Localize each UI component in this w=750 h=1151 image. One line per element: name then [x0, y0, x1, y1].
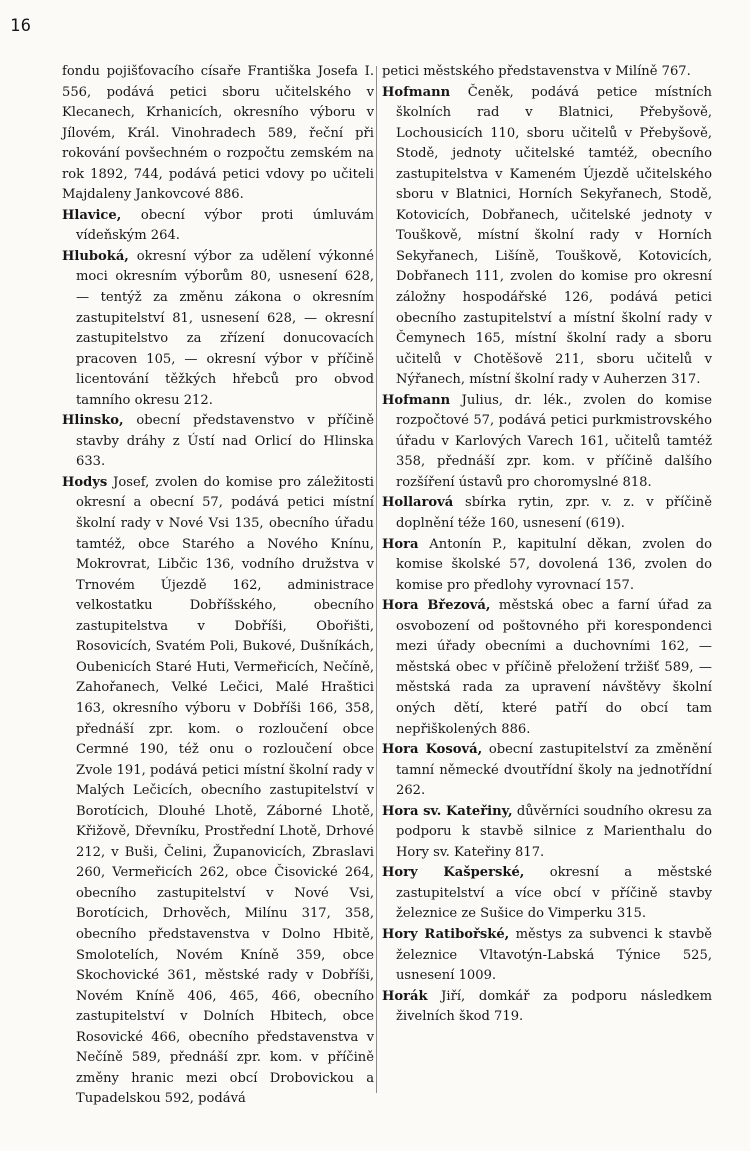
- entry-heading: Hofmann: [382, 84, 451, 100]
- entry-heading: Hofmann: [382, 392, 451, 408]
- entry-text: obecní výbor proti úmluvám vídeňským 264.: [76, 207, 374, 244]
- entry-text: Julius, dr. lék., zvolen do komise rozpočtové 57, podává petici purkmistrovského úřadu v Karlových Varech 161, učitelů tamtéž 358, přednáší zpr. kom. v příčině dalšího rozšíření ústavů pro choromyslné 818.: [396, 392, 712, 490]
- page-number: 16: [10, 16, 32, 36]
- entry-heading: Hora Kosová,: [382, 742, 483, 758]
- index-entry: [382, 391, 712, 494]
- entry-text: městys za subvenci k stavbě železnice Vltavotýn-Labská Týnice 525, usnesení 1009.: [396, 926, 712, 984]
- entry-heading: Hlinsko,: [62, 413, 124, 429]
- index-entry: [382, 802, 712, 864]
- entry-heading: Hora sv. Kateřiny,: [382, 803, 513, 819]
- entry-heading: Hluboká,: [62, 248, 129, 264]
- entry-heading: Hory Ratibořské,: [382, 926, 510, 942]
- entry-text: obecní zastupitelství za změnění tamní německé dvoutřídní školy na jednotřídní 262.: [396, 742, 712, 799]
- index-entry: [382, 535, 712, 597]
- right-column: [382, 62, 712, 1028]
- entry-heading: Hory Kašperské,: [382, 865, 525, 881]
- index-entry: [382, 62, 712, 83]
- index-entry: [382, 863, 712, 925]
- index-entry: [62, 473, 374, 1110]
- column-divider: [376, 66, 377, 1093]
- entry-text: fondu pojišťovacího císaře Františka Josefa I. 556, podává petici sboru učitelského v Klecanech, Krhanicích, okresního výboru v Jílovém, Král. Vinohradech 589, řeční při rokování povšechném o rozpočtu zemském na rok 1892, 744, podává petici vdovy po učiteli Majdaleny Jankovcové 886.: [62, 64, 374, 203]
- entry-text: okresní a městské zastupitelství a více obcí v příčině stavby železnice ze Sušice do Vimperku 315.: [396, 865, 712, 922]
- index-entry: [62, 206, 374, 247]
- index-entry: [62, 247, 374, 411]
- entry-heading: Hlavice,: [62, 207, 122, 223]
- index-entry: [382, 596, 712, 740]
- entry-text: sbírka rytin, zpr. v. z. v příčině doplnění téže 160, usnesení (619).: [396, 495, 712, 532]
- entry-text: petici městského představenstva v Milíně 767.: [382, 64, 691, 79]
- entry-text: důvěrníci soudního okresu za podporu k stavbě silnice z Marienthalu do Hory sv. Kateřiny 817.: [396, 803, 713, 860]
- entry-text: Antonín P., kapitulní děkan, zvolen do komise školské 57, dovolená 136, zvolen do komise pro předlohy vyrovnací 157.: [396, 536, 712, 593]
- index-entry: [62, 411, 374, 473]
- entry-text: Josef, zvolen do komise pro záležitosti okresní a obecní 57, podává petici místní školní rady v Nové Vsi 135, obecního úřadu tamtéž, obce Starého a Nového Knínu, Mokrovrat, Libčic 136, vodního družstva v Trnovém Újezdě 162, administrace velkostatku Dobříšského, obecního zastupitelstva v Dobříši, Obořišti, Rosovicích, Svatém Poli, Bukové, Dušníkách, Oubenicích Staré Huti, Vermeřicích, Nečíně, Zahořanech, Velké Lečici, Malé Hraštici 163, okresního výboru v Dobříši 166, 358, přednáší zpr. kom. o rozloučení obce Cermné 190, též onu o rozloučení obce Zvole 191, podává petici místní školní rady v Malých Lečicích, obecního zastupitelství v Borotícich, Dlouhé Lhotě, Záborné Lhotě, Křižově, Dřevníku, Prostřední Lhotě, Drhové 212, v Buši, Čelini, Županovicích, Zbraslavi 260, Vermeřicích 262, obce Čisovické 264, obecního zastupitelství v Nové Vsi, Borotícich, Drhověch, Milínu 317, 358, obecního představenstva v Dolno Hbitě, Smolotelích, Novém Kníně 359, obce Skochovické 361, městské rady v Dobříši, Novém Kníně 406, 465, 466, obecního zastupitelství v Dolních Hbitech, obce Rosovické 466, obecního představenstva v Nečíně 589, přednáší zpr. kom. v příčině změny hranic mezi obcí Drobovickou a Tupadelskou 592, podává: [76, 474, 374, 1107]
- entry-text: Čeněk, podává petice místních školních rad v Blatnici, Přebyšově, Lochousicích 110, sboru učitelů v Přebyšově, Stodě, jednoty učitelské tamtéž, obecního zastupitelstva v Kameném Újezdě učitelského sboru v Blatnici, Horních Sekyřanech, Stodě, Kotovicích, Dobřanech, učitelské jednoty v Touškově, místní školní rady v Horních Sekyřanech, Lišíně, Touškově, Kotovicích, Dobřanech 111, zvolen do komise pro okresní záložny hospodářské 126, podává petici obecního zastupitelství a místní školní rady v Čemynech 165, místní školní rady a sboru učitelů v Chotěšově 211, sboru učitelů v Nýřanech, místní školní rady v Auherzen 317.: [396, 84, 712, 388]
- entry-heading: Hodys: [62, 474, 108, 490]
- left-column: [62, 62, 374, 1110]
- index-entry: [382, 925, 712, 987]
- entry-text: městská obec a farní úřad za osvobození od poštovného při korespondenci mezi úřady obecními a duchovními 162, — městská obec v příčině přeložení tržišť 589, — městská rada za upravení návštěvy školní oných dětí, které patří do obcí tam nepřiškolených 886.: [396, 598, 712, 737]
- entry-text: Jiří, domkář za podporu následkem živelních škod 719.: [396, 988, 712, 1025]
- entry-heading: Hollarová: [382, 495, 454, 511]
- entry-heading: Hora: [382, 536, 419, 552]
- index-entry: [382, 83, 712, 391]
- index-entry: [382, 987, 712, 1028]
- entry-heading: Horák: [382, 988, 428, 1004]
- entry-heading: Hora Březová,: [382, 598, 491, 614]
- index-entry: [382, 493, 712, 534]
- index-entry: [382, 740, 712, 802]
- entry-text: obecní představenstvo v příčině stavby dráhy z Ústí nad Orlicí do Hlinska 633.: [76, 413, 374, 470]
- index-entry: [62, 62, 374, 206]
- entry-text: okresní výbor za udělení výkonné moci okresním výborům 80, usnesení 628, — tentýž za změnu zákona o okresním zastupitelství 81, usnesení 628, — okresní zastupitelstvo za zřízení donucovacích pracoven 105, — okresní výbor v příčině licentování těžkých hřebců pro obvod tamního okresu 212.: [76, 248, 374, 408]
